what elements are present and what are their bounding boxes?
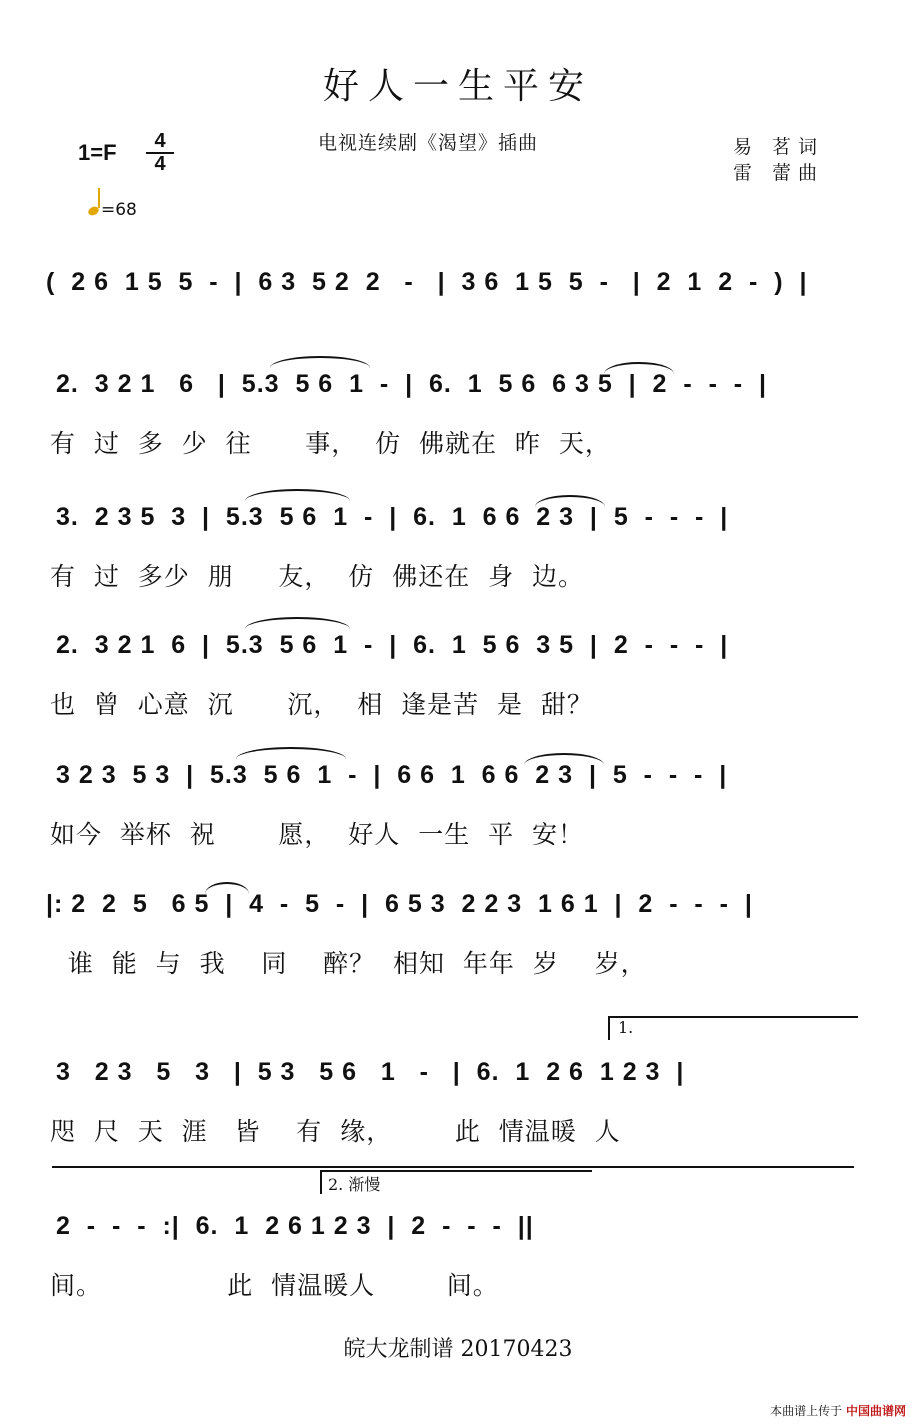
lyrics-line: 有 过 多 少 往 事， 仿 佛就在 昨 天， bbox=[50, 429, 611, 458]
subtitle: 电视连续剧《渴望》插曲 bbox=[318, 132, 539, 154]
tempo-value: =68 bbox=[101, 200, 137, 220]
score-row-intro bbox=[0, 268, 916, 348]
notes-line: ( 2 6 1 5 5 - | 6 3 5 2 2 - | 3 6 1 5 5 - | 2 1 2 - ) | bbox=[46, 268, 808, 296]
notes-line: 3. 2 3 5 3 | 5.3 5 6 1 - | 6. 1 6 6 2 3 | 5 - - - | bbox=[56, 503, 729, 531]
volta-first-ending: 1. bbox=[618, 1018, 634, 1037]
time-signature bbox=[146, 131, 174, 175]
score-row bbox=[0, 1212, 916, 1300]
lyrics-line: 谁 能 与 我 同 醉？ 相知 年年 岁 岁， bbox=[50, 949, 647, 978]
transcriber-footer: 皖大龙制谱 20170423 bbox=[343, 1337, 573, 1362]
notes-line: |: 2 2 5 6 5 | 4 - 5 - | 6 5 3 2 2 3 1 6 1 | 2 - - - | bbox=[46, 890, 753, 918]
notes-line: 2 - - - :| 6. 1 2 6 1 2 3 | 2 - - - || bbox=[56, 1212, 534, 1240]
time-signature-top: 4 bbox=[154, 130, 166, 152]
lyricist-credit: 易 茗词 bbox=[733, 136, 825, 158]
lyrics-line: 如今 举杯 祝 愿， 好人 一生 平 安！ bbox=[50, 820, 584, 849]
key-signature: 1=F bbox=[78, 140, 117, 165]
score-row bbox=[0, 1058, 916, 1146]
uploader-text: 本曲谱上传于 bbox=[770, 1404, 843, 1418]
lyrics-line: 有 过 多少 朋 友， 仿 佛还在 身 边。 bbox=[50, 562, 584, 591]
lyrics-line: 咫 尺 天 涯 皆 有 缘， 此 情温暖 人 bbox=[50, 1117, 621, 1146]
notes-line: 2. 3 2 1 6 | 5.3 5 6 1 - | 6. 1 5 6 6 3 5 | 2 - - - | bbox=[56, 370, 768, 398]
tempo-marking bbox=[88, 200, 137, 220]
score-row bbox=[0, 370, 916, 458]
notes-line: 3 2 3 5 3 | 5 3 5 6 1 - | 6. 1 2 6 1 2 3 | bbox=[56, 1058, 685, 1086]
lyrics-line: 也 曾 心意 沉 沉， 相 逢是苦 是 甜？ bbox=[50, 690, 593, 719]
time-signature-bottom: 4 bbox=[154, 153, 166, 175]
score-row bbox=[0, 631, 916, 719]
notes-line: 3 2 3 5 3 | 5.3 5 6 1 - | 6 6 1 6 6 2 3 | 5 - - - | bbox=[56, 761, 728, 789]
site-logo[interactable]: 中国曲谱网 bbox=[845, 1404, 906, 1418]
volta-second-ending: 2. 渐慢 bbox=[328, 1175, 381, 1194]
uploader-credit bbox=[770, 1402, 906, 1419]
page-title: 好人一生平安 bbox=[322, 66, 593, 107]
score-row bbox=[0, 503, 916, 591]
lyrics-line: 间。 此 情温暖人 间。 bbox=[50, 1271, 499, 1300]
notes-line: 2. 3 2 1 6 | 5.3 5 6 1 - | 6. 1 5 6 3 5 | 2 - - - | bbox=[56, 631, 729, 659]
score-row bbox=[0, 761, 916, 849]
score-row bbox=[0, 890, 916, 978]
composer-credit: 雷 蕾曲 bbox=[733, 162, 825, 184]
